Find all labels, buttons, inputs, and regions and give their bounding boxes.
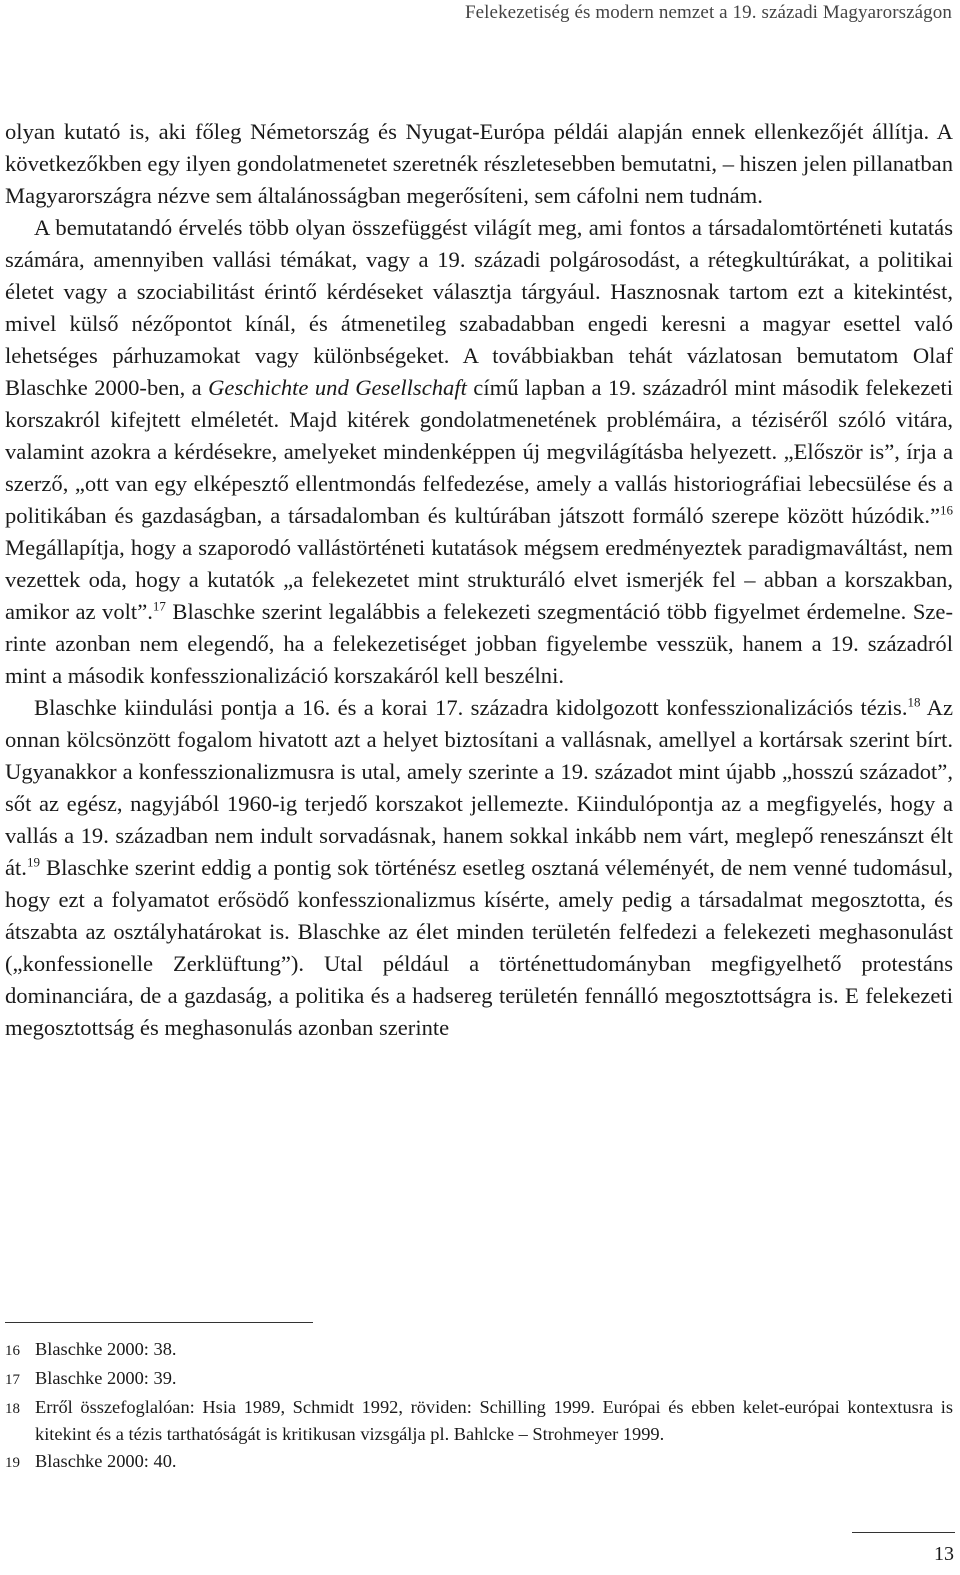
footnote-text: Blaschke 2000: 38. <box>35 1339 177 1359</box>
footnote-19 <box>5 1448 953 1477</box>
footnote-number: 19 <box>5 1455 20 1471</box>
footnote-number: 17 <box>5 1372 20 1388</box>
paragraph-1: olyan kutató is, aki főleg Németország és Nyugat-Európa példái alapján ennek ellenkezőjét állítja. A következőkben egy ilyen gondolatmenetet szeretnék részletesebben bemutatni, – hiszen jelen pillanatban Magyarországra nézve sem általánosságban megerősíteni, sem cáfolni nem tudnám. <box>5 119 953 208</box>
footnote-ref-18[interactable]: 18 <box>907 694 921 710</box>
footnote-text: Blaschke 2000: 40. <box>35 1451 177 1471</box>
paragraph-2 <box>5 212 953 692</box>
footnote-number: 16 <box>5 1343 20 1359</box>
footnote-16 <box>5 1336 953 1365</box>
paragraph-3 <box>5 692 953 1044</box>
footnote-divider <box>5 1322 313 1323</box>
paragraph-2-text-c: Megállapítja, hogy a szaporodó vallástörténeti kutatások mégsem eredményeztek paradigmaváltást, nem vezettek oda, hogy a kutatók „a felekezetet mint strukturáló elvet ismerjék fel – abban a korszakban, amikor az volt”. <box>5 535 953 624</box>
paragraph-2-text-a: A bemutatandó érvelés több olyan összefüggést világít meg, ami fontos a társadalomtörténeti kutatás számára, amennyiben vallási témákat, vagy a 19. századi polgárosodást, a rétegkultúrákat, a politikai életet vagy a szociabilitást érintő kérdéseket választja tárgyául. Hasznosnak tartom ezt a kitekintést, mivel külső nézőpontot kínál, és átmenetileg szabadabban engedi keresni a magyar esettel való lehetséges párhuzamokat vagy különbségeket. A továbbiakban tehát vázlatosan bemutatom Olaf Blaschke 2000-ben, a <box>5 215 953 400</box>
paragraph-2-text-d: Blaschke szerint legalábbis a felekezeti szegmentáció több figyelmet érdemelne. Szerinte azonban nem elegendő, ha a felekezetiséget jobban figyelembe vesszük, hanem a 19. századról mint a második konfesszionalizáció korszakáról kell beszélni. <box>5 599 953 688</box>
footnote-ref-19[interactable]: 19 <box>26 854 40 870</box>
page-number-rule <box>852 1532 955 1533</box>
page-number: 13 <box>934 1543 954 1565</box>
paragraph-2-text-b: című lapban a 19. századról mint második felekezeti korszakról kifejtett elméletét. Majd kitérek gondolatmenetének problémáira, a téziséről szóló vitára, valamint azokra a kérdésekre, amelyeket mindenképpen új megvilágításba helyezett. „Először is”, írja a szerző, „ott van egy elképesztő ellentmondás felfedezése, amely a vallás historiográfiai lebecsülése és a politikában és gazdaságban, a társadalomban és kultúrában játszott formáló szerepe között húzódik.” <box>5 375 953 528</box>
journal-title: Geschichte und Gesellschaft <box>208 375 467 400</box>
paragraph-3-text-b: Az onnan kölcsönzött fogalom hivatott azt a helyet biztosítani a vallásnak, amellyel a kortársak szerint bírt. Ugyanakkor a konfesszionalizmusra is utal, amely szerinte a 19. századot mint újabb „hosszú századot”, sőt az egész, nagyjából 1960-ig terjedő korszakot jellemezte. Kiindulópontja az a megfigyelés, hogy a vallás a 19. században nem indult sorvadásnak, hanem sokkal inkább nem várt, meglepő reneszánszt élt át. <box>5 695 953 880</box>
paragraph-3-text-a: Blaschke kiindulási pontja a 16. és a korai 17. századra kidolgozott konfesszionalizációs tézis. <box>34 695 908 720</box>
footnote-text: Erről összefoglalóan: Hsia 1989, Schmidt 1992, röviden: Schilling 1999. Európai és ebben kelet-európai kontextusra is kitekint és a tézis tarthatóságát is kritikusan vizsgálja pl. Bahlcke – Strohmeyer 1999. <box>35 1397 953 1444</box>
footnote-number: 18 <box>5 1401 20 1417</box>
footnotes <box>5 1336 953 1477</box>
footnote-18 <box>5 1394 953 1448</box>
footnote-17 <box>5 1365 953 1394</box>
footnote-ref-16[interactable]: 16 <box>940 502 953 518</box>
paragraph-3-text-c: Blaschke szerint eddig a pontig sok történész esetleg osztaná véleményét, de nem venné tudomásul, hogy ezt a folyamatot erősödő konfesszionalizmus kísérte, amely pedig a társadalmat megosztotta, és átszabta az osztályhatárokat is. Blaschke az élet minden területén felfedezi a felekezeti meghasonulást („konfessionelle Zerklüftung”). Utal például a történettudományban megfigyelhető protestáns dominanciára, de a gazdaság, a politika és a hadsereg területén fennálló megosztottságra is. E felekezeti megosztottság és meghasonulás azonban szerinte <box>5 855 953 1040</box>
footnote-text: Blaschke 2000: 39. <box>35 1368 177 1388</box>
footnote-ref-17[interactable]: 17 <box>152 598 166 614</box>
body-text <box>5 116 953 1044</box>
running-head: Felekezetiség és modern nemzet a 19. századi Magyarországon <box>464 2 952 23</box>
